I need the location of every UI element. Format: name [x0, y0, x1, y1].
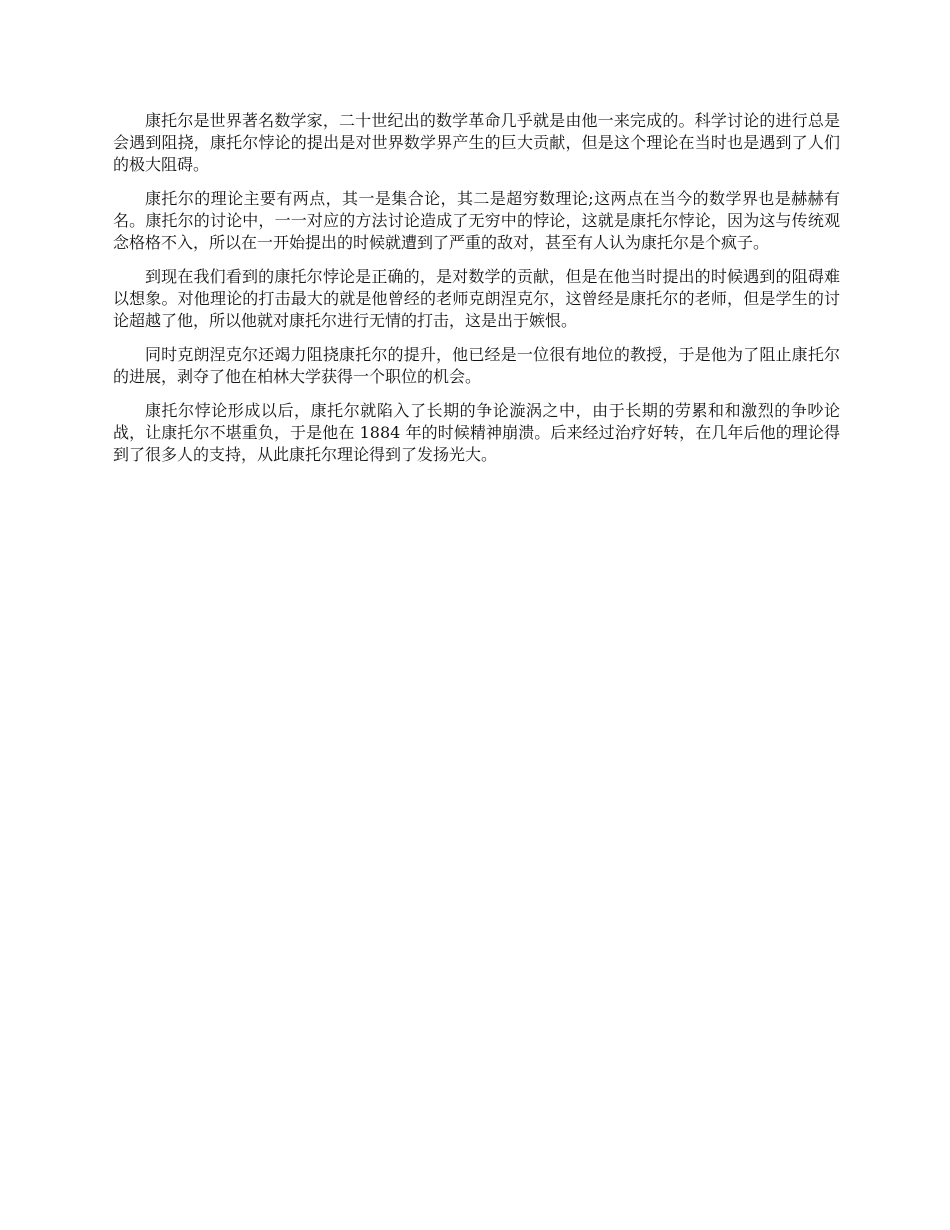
paragraph-3: 到现在我们看到的康托尔悖论是正确的，是对数学的贡献，但是在他当时提出的时候遇到的阻碍难以想象。对他理论的打击最大的就是他曾经的老师克朗涅克尔，这曾经是康托尔的老师，但是学生的讨论超越了他，所以他就对康托尔进行无情的打击，这是出于嫉恨。 — [113, 267, 840, 330]
document-page — [113, 110, 840, 478]
paragraph-2: 康托尔的理论主要有两点，其一是集合论，其二是超穷数理论;这两点在当今的数学界也是赫赫有名。康托尔的讨论中，一一对应的方法讨论造成了无穷中的悖论，这就是康托尔悖论，因为这与传统观念格格不入，所以在一开始提出的时候就遭到了严重的敌对，甚至有人认为康托尔是个疯子。 — [113, 189, 840, 252]
paragraph-1: 康托尔是世界著名数学家，二十世纪出的数学革命几乎就是由他一来完成的。科学讨论的进行总是会遇到阻挠，康托尔悖论的提出是对世界数学界产生的巨大贡献，但是这个理论在当时也是遇到了人们的极大阻碍。 — [113, 111, 840, 174]
paragraph-4: 同时克朗涅克尔还竭力阻挠康托尔的提升，他已经是一位很有地位的教授，于是他为了阻止康托尔的进展，剥夺了他在柏林大学获得一个职位的机会。 — [113, 345, 840, 386]
paragraph-5: 康托尔悖论形成以后，康托尔就陷入了长期的争论漩涡之中，由于长期的劳累和和激烈的争吵论战，让康托尔不堪重负，于是他在 1884 年的时候精神崩溃。后来经过治疗好转，在几年后他的理论得到了很多人的支持，从此康托尔理论得到了发扬光大。 — [113, 401, 840, 464]
